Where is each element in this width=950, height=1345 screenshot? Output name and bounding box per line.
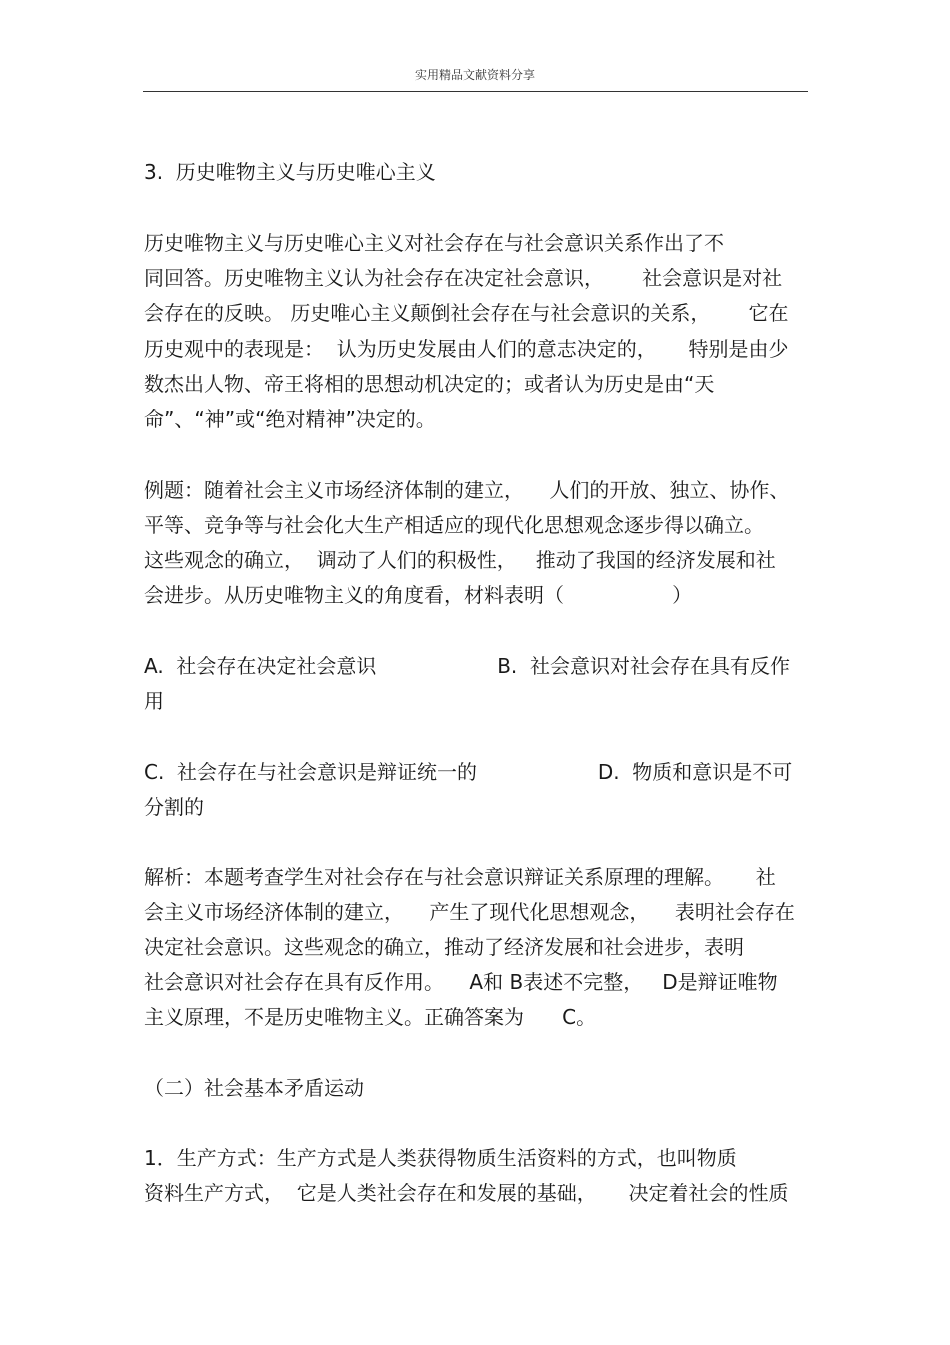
header-title: 实用精品文献资料分享 <box>414 68 535 82</box>
paragraph-line: 命”、“神”或“绝对精神”决定的。 <box>144 407 436 431</box>
option-cd-line: 分割的 <box>144 795 204 819</box>
paragraph-line: 同回答。历史唯物主义认为社会存在决定社会意识， 社会意识是对社 <box>144 266 783 290</box>
analysis-line: 解析：本题考查学生对社会存在与社会意识辩证关系原理的理解。 社 <box>144 865 776 889</box>
example-line: 这些观念的确立， 调动了人们的积极性， 推动了我国的经济发展和社 <box>144 548 776 572</box>
section-two-heading: （二）社会基本矛盾运动 <box>144 1076 364 1100</box>
option-ab-line: A. 社会存在决定社会意识 B. 社会意识对社会存在具有反作 <box>144 654 790 678</box>
analysis-line: 社会意识对社会存在具有反作用。 A和 B表述不完整， D是辩证唯物 <box>144 970 778 994</box>
mode-line: 1．生产方式：生产方式是人类获得物质生活资料的方式，也叫物质 <box>144 1146 737 1170</box>
analysis-line: 决定社会意识。这些观念的确立，推动了经济发展和社会进步，表明 <box>144 935 744 959</box>
option-cd-line: C. 社会存在与社会意识是辩证统一的 D. 物质和意识是不可 <box>144 760 793 784</box>
analysis-line: 会主义市场经济体制的建立， 产生了现代化思想观念， 表明社会存在 <box>144 900 795 924</box>
mode-line: 资料生产方式， 它是人类社会存在和发展的基础， 决定着社会的性质 <box>144 1181 789 1205</box>
paragraph-line: 会存在的反映。 历史唯心主义颠倒社会存在与社会意识的关系， 它在 <box>144 301 789 325</box>
example-line: 会进步。从历史唯物主义的角度看，材料表明（ ） <box>144 583 693 607</box>
option-ab-line: 用 <box>144 689 164 713</box>
header-divider <box>143 91 808 92</box>
example-line: 例题：随着社会主义市场经济体制的建立， 人们的开放、独立、协作、 <box>144 478 790 502</box>
section3-heading: 3. 历史唯物主义与历史唯心主义 <box>144 160 436 184</box>
example-line: 平等、竞争等与社会化大生产相适应的现代化思想观念逐步得以确立。 <box>144 513 764 537</box>
paragraph-line: 历史观中的表现是： 认为历史发展由人们的意志决定的， 特别是由少 <box>144 337 789 361</box>
paragraph-line: 数杰出人物、帝王将相的思想动机决定的；或者认为历史是由“天 <box>144 372 715 396</box>
paragraph-line: 历史唯物主义与历史唯心主义对社会存在与社会意识关系作出了不 <box>144 231 724 255</box>
analysis-line: 主义原理，不是历史唯物主义。正确答案为 C。 <box>144 1005 597 1029</box>
